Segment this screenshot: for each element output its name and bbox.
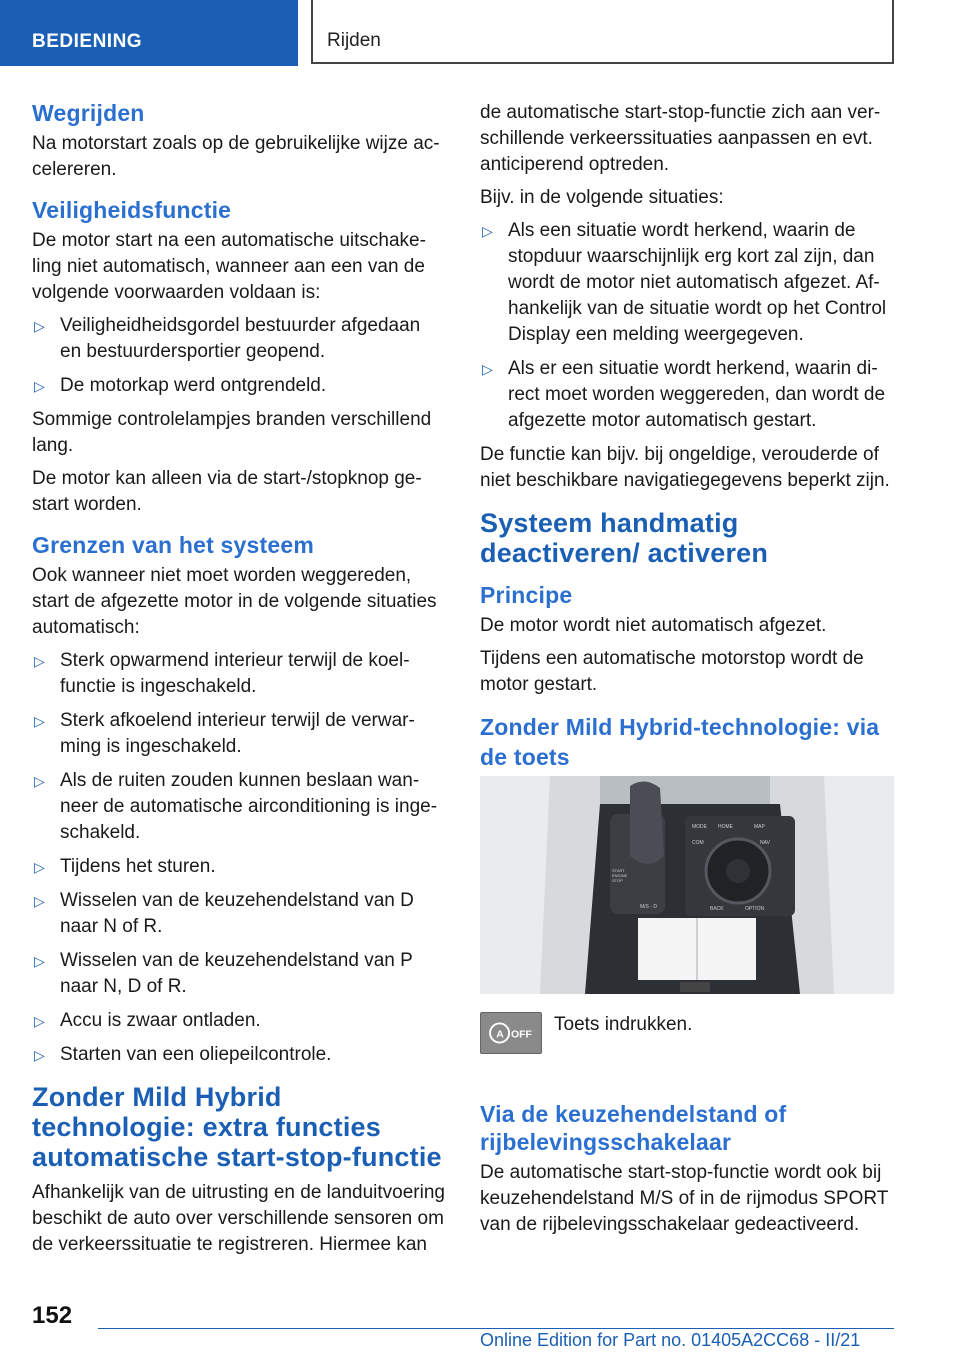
heading-zonder-mild-hybrid: Zonder Mild Hybrid technologie: extra functies automatische start-stop-functie xyxy=(32,1082,442,1172)
heading-grenzen: Grenzen van het systeem xyxy=(32,532,314,558)
heading-wegrijden: Wegrijden xyxy=(32,100,145,126)
heading-principe: Principe xyxy=(480,582,573,608)
list-item: ▷ Veiligheidheidsgordel bestuurder afgedaan en bestuurdersportier geopend. xyxy=(34,315,421,362)
center-console-photo xyxy=(480,776,894,994)
paragraph-continuation: de automatische start-stop-functie zich aan verschillende verkeerssituaties aanpassen en evt. anticiperend optreden. xyxy=(480,102,881,175)
list-item: ▷ Wisselen van de keuzehendelstand van D naar N of R. xyxy=(34,890,414,937)
paragraph-toets-indrukken: Toets indrukken. xyxy=(554,1014,693,1035)
heading-veiligheidsfunctie: Veiligheidsfunctie xyxy=(32,197,232,223)
bullet-triangle-icon: ▷ xyxy=(34,318,45,334)
list-grenzen xyxy=(32,648,446,1068)
bullet-triangle-icon: ▷ xyxy=(34,859,45,875)
chapter-title: Rijden xyxy=(327,30,381,51)
list-item: ▷ Als een situatie wordt herkend, waarin de stopduur waarschijnlijk erg kort zal zijn, dan wordt de motor niet automatisch afgezet. Afhankelijk van de situatie wordt op het Control Display een melding weergegeven. xyxy=(482,220,887,345)
section-title: BEDIENING xyxy=(32,31,143,52)
list-item: ▷ De motorkap werd ontgrendeld. xyxy=(32,373,446,399)
auto-start-stop-off-icon xyxy=(480,1012,542,1054)
svg-text:A: A xyxy=(496,1029,504,1041)
stop-label: STOP xyxy=(612,878,623,883)
start-label: START xyxy=(612,868,625,873)
list-item: ▷ Sterk afkoelend interieur terwijl de verwarming is ingeschakeld. xyxy=(34,710,415,757)
list-item: ▷ Wisselen van de keuzehendelstand van P naar N, D of R. xyxy=(34,950,413,997)
bullet-triangle-icon: ▷ xyxy=(34,1047,45,1063)
paragraph-bijv: Bijv. in de volgende situaties: xyxy=(480,187,724,208)
right-column xyxy=(480,100,894,1245)
heading-via-toets: Zonder Mild Hybrid-technologie: via de toets xyxy=(480,714,880,770)
paragraph-principe-2: Tijdens een automatische motorstop wordt de motor gestart. xyxy=(480,648,864,695)
list-item: ▷ Tijdens het sturen. xyxy=(32,854,446,880)
home-label: HOME xyxy=(718,824,733,830)
bullet-triangle-icon: ▷ xyxy=(482,361,493,377)
com-label: COM xyxy=(692,840,704,846)
list-item: ▷ Als er een situatie wordt herkend, waarin direct moet worden weggereden, dan wordt de afgezette motor automatisch gestart. xyxy=(482,358,886,431)
paragraph-keuzehendel: De automatische start-stop-functie wordt ook bij keuzehendelstand M/S of in de rijmodus SPORT van de rijbelevingsschakelaar gedeactiveerd. xyxy=(480,1162,889,1235)
back-label: BACK xyxy=(710,906,724,912)
section-tab xyxy=(0,0,298,66)
bullet-triangle-icon: ▷ xyxy=(34,713,45,729)
list-item: ▷ Sterk opwarmend interieur terwijl de koelfunctie is ingeschakeld. xyxy=(34,650,410,697)
paragraph-grenzen: Ook wanneer niet moet worden weggereden, start de afgezette motor in de volgende situaties automatisch: xyxy=(32,565,437,638)
paragraph-controlelampjes: Sommige controlelampjes branden verschillend lang. xyxy=(32,409,432,456)
chapter-tab xyxy=(311,0,894,64)
list-situaties xyxy=(480,218,894,434)
paragraph-principe-1: De motor wordt niet automatisch afgezet. xyxy=(480,615,827,636)
paragraph-veiligheidsfunctie: De motor start na een automatische uitschakeling niet automatisch, wanneer aan een van de volgende voorwaarden voldaan is: xyxy=(32,230,426,303)
bullet-triangle-icon: ▷ xyxy=(34,1013,45,1029)
engine-label: ENGINE xyxy=(612,873,628,878)
bullet-triangle-icon: ▷ xyxy=(482,223,493,239)
gear-label: M/S - D xyxy=(640,904,657,910)
paragraph-wegrijden: Na motorstart zoals op de gebruikelijke wijze accelereren. xyxy=(32,133,440,180)
map-label: MAP xyxy=(754,824,765,830)
footer-divider xyxy=(98,1328,894,1329)
list-item: ▷ Starten van een oliepeilcontrole. xyxy=(32,1042,446,1068)
bullet-triangle-icon: ▷ xyxy=(34,893,45,909)
page-number: 152 xyxy=(32,1302,73,1329)
bullet-triangle-icon: ▷ xyxy=(34,653,45,669)
footer-edition: Online Edition for Part no. 01405A2CC68 - II/21 xyxy=(480,1330,861,1350)
off-label: OFF xyxy=(511,1029,532,1041)
left-column xyxy=(32,100,446,1265)
key-instruction xyxy=(480,1012,894,1072)
nav-label: NAV xyxy=(760,840,770,846)
list-item: ▷ Als de ruiten zouden kunnen beslaan wanneer de automatische airconditioning is ingeschakeld. xyxy=(34,770,438,843)
mode-label: MODE xyxy=(692,824,707,830)
paragraph-zonder-mild-hybrid: Afhankelijk van de uitrusting en de landuitvoering beschikt de auto over verschillende sensoren om de verkeerssituatie te registreren. Hiermee kan xyxy=(32,1182,445,1255)
heading-keuzehendel: Via de keuzehendelstand of rijbelevingsschakelaar xyxy=(480,1101,787,1155)
bullet-triangle-icon: ▷ xyxy=(34,378,45,394)
paragraph-beperkt: De functie kan bijv. bij ongeldige, verouderde of niet beschikbare navigatiegegevens beperkt zijn. xyxy=(480,444,890,491)
option-label: OPTION xyxy=(745,906,765,912)
bullet-triangle-icon: ▷ xyxy=(34,773,45,789)
paragraph-startknop: De motor kan alleen via de start-/stopknop gestart worden. xyxy=(32,468,422,515)
list-item: ▷ Accu is zwaar ontladen. xyxy=(32,1008,446,1034)
bullet-triangle-icon: ▷ xyxy=(34,953,45,969)
heading-handmatig: Systeem handmatig deactiveren/ activeren xyxy=(480,508,769,568)
list-veiligheid xyxy=(32,313,446,399)
